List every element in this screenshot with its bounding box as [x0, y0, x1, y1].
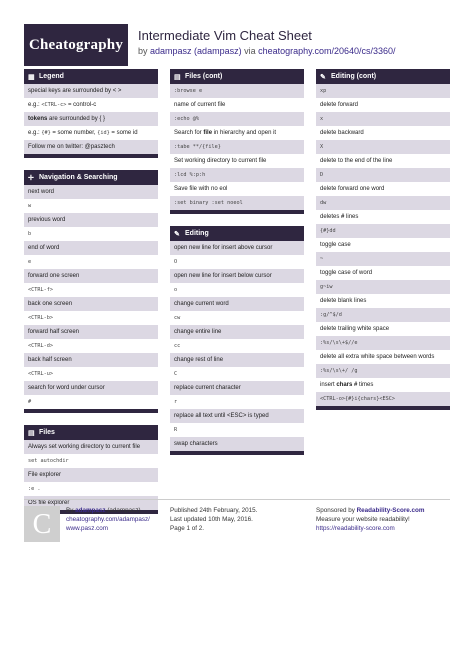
- row-command: {id}: [97, 130, 110, 136]
- list-item: [170, 98, 304, 112]
- list-item: [170, 409, 304, 423]
- row-text: back one screen: [28, 301, 73, 307]
- row-command: :browse e: [174, 88, 203, 94]
- row-text: times: [357, 382, 374, 388]
- list-item: [170, 182, 304, 196]
- list-item: [316, 238, 450, 252]
- list-item: [170, 241, 304, 255]
- row-text: Set working directory to current file: [174, 158, 267, 164]
- byline: [138, 46, 396, 56]
- footer-website-link[interactable]: www.pasz.com: [66, 525, 108, 532]
- list-item: [24, 325, 158, 339]
- list-item: [316, 196, 450, 210]
- row-text: delete to the end of the line: [320, 158, 393, 164]
- row-command: <CTRL-f>: [28, 287, 53, 293]
- sponsor-tagline: Measure your website readability!: [316, 516, 410, 523]
- author-link[interactable]: adampasz (adampasz): [150, 46, 242, 56]
- header: [24, 24, 450, 66]
- column-1: [24, 69, 158, 526]
- row-text: previous word: [28, 217, 66, 223]
- pencil-icon: ✎: [320, 73, 326, 81]
- footer-author-paren: (adampasz): [107, 507, 141, 514]
- list-item: [316, 294, 450, 308]
- list-item: [170, 297, 304, 311]
- column-2: [170, 69, 304, 467]
- page-number: Page 1 of 2.: [170, 525, 204, 532]
- list-item: [24, 283, 158, 297]
- section-footer-bar: [170, 210, 304, 214]
- list-item: [170, 395, 304, 409]
- row-text: Always set working directory to current file: [28, 444, 141, 450]
- list-item: [316, 350, 450, 364]
- row-bold-text: file: [203, 130, 213, 136]
- row-command: X: [320, 144, 324, 150]
- row-command: :set binary :set noeol: [174, 200, 243, 206]
- section-legend: [24, 69, 158, 158]
- section-header: [316, 69, 450, 84]
- row-text: deletes: [320, 214, 342, 220]
- by-label: by: [138, 46, 148, 56]
- column-3: [316, 69, 450, 422]
- list-item: [24, 269, 158, 283]
- row-command: ~: [320, 256, 324, 262]
- list-item: [316, 336, 450, 350]
- row-command: :lcd %:p:h: [174, 172, 206, 178]
- list-item: [24, 199, 158, 213]
- row-command: xp: [320, 88, 327, 94]
- row-text: are surrounded by { }: [47, 116, 106, 122]
- row-text: open new line for insert above cursor: [174, 245, 273, 251]
- list-item: [316, 308, 450, 322]
- list-item: [170, 381, 304, 395]
- row-text: toggle case: [320, 242, 351, 248]
- row-text: = some id: [109, 130, 138, 136]
- section-rows: [316, 84, 450, 406]
- list-item: [24, 126, 158, 140]
- list-item: [170, 154, 304, 168]
- section-editing-cont: [316, 69, 450, 410]
- section-title: Editing (cont): [331, 73, 377, 80]
- row-text: Search for: [174, 130, 204, 136]
- list-item: [316, 126, 450, 140]
- row-command: R: [174, 427, 178, 433]
- row-text: replace current character: [174, 385, 241, 391]
- grid-icon: ▦: [28, 73, 35, 81]
- footer-sponsor: [316, 506, 456, 533]
- section-navigation: [24, 170, 158, 413]
- section-footer-bar: [170, 451, 304, 455]
- author-avatar: C: [24, 506, 60, 542]
- footer-profile-link[interactable]: cheatography.com/adampasz/: [66, 516, 150, 523]
- row-text: name of current file: [174, 102, 226, 108]
- sheet-url-link[interactable]: cheatography.com/20640/cs/3360/: [258, 46, 396, 56]
- list-item: [316, 364, 450, 378]
- row-bold-text: #: [354, 382, 358, 388]
- list-item: [170, 140, 304, 154]
- row-text: change entire line: [174, 329, 222, 335]
- row-text: Save file with no eol: [174, 186, 228, 192]
- list-item: [170, 283, 304, 297]
- list-item: [316, 112, 450, 126]
- row-text: insert: [320, 382, 337, 388]
- list-item: [316, 84, 450, 98]
- published-date: Published 24th February, 2015.: [170, 507, 258, 514]
- sponsored-by-label: Sponsored by: [316, 507, 355, 514]
- list-item: [170, 311, 304, 325]
- row-bold-text: tokens: [28, 116, 48, 122]
- row-command: <CTRL-b>: [28, 315, 53, 321]
- section-footer-bar: [316, 406, 450, 410]
- pencil-icon: ✎: [174, 230, 180, 238]
- list-item: [24, 367, 158, 381]
- row-text: = some number,: [50, 130, 98, 136]
- sponsor-link[interactable]: Readability-Score.com: [356, 507, 425, 514]
- row-command: <CTRL-c>: [41, 102, 67, 108]
- row-command: w: [28, 203, 32, 209]
- row-command: :e .: [28, 486, 41, 492]
- row-text: Follow me on twitter: @pasztech: [28, 144, 115, 150]
- list-item: [24, 112, 158, 126]
- list-item: [24, 353, 158, 367]
- section-rows: [24, 84, 158, 154]
- section-header: [170, 69, 304, 84]
- list-item: [24, 213, 158, 227]
- row-text: end of word: [28, 245, 60, 251]
- list-item: [170, 437, 304, 451]
- list-item: [24, 241, 158, 255]
- row-text: delete forward one word: [320, 186, 385, 192]
- page-title: Intermediate Vim Cheat Sheet: [138, 28, 312, 43]
- footer: [24, 499, 450, 547]
- move-arrows-icon: ✛: [28, 174, 34, 182]
- row-command: #: [28, 399, 32, 405]
- row-command: :%s/\s\+/ /g: [320, 368, 358, 374]
- list-item: [316, 98, 450, 112]
- row-command: {#}: [41, 130, 51, 136]
- list-item: [316, 168, 450, 182]
- row-text: e.g.:: [28, 102, 42, 108]
- document-icon: ▤: [28, 429, 35, 437]
- list-item: [24, 140, 158, 154]
- row-text: delete backward: [320, 130, 364, 136]
- row-text: in hierarchy and open it: [212, 130, 277, 136]
- list-item: [316, 210, 450, 224]
- footer-publish-info: [170, 506, 310, 533]
- row-text: forward half screen: [28, 329, 80, 335]
- list-item: [24, 468, 158, 482]
- row-text: search for word under cursor: [28, 385, 105, 391]
- row-command: D: [320, 172, 324, 178]
- list-item: [170, 255, 304, 269]
- list-item: [24, 339, 158, 353]
- row-command: b: [28, 231, 32, 237]
- list-item: [316, 378, 450, 392]
- list-item: [316, 280, 450, 294]
- footer-author-link[interactable]: adampasz: [75, 507, 106, 514]
- row-command: :g/^$/d: [320, 312, 342, 318]
- list-item: [24, 440, 158, 454]
- list-item: [170, 84, 304, 98]
- row-text: delete all extra white space between words: [320, 354, 435, 360]
- row-text: delete trailing white space: [320, 326, 390, 332]
- footer-by-label: By: [66, 507, 74, 514]
- row-command: dw: [320, 200, 327, 206]
- row-command: {#}dd: [320, 228, 336, 234]
- list-item: [316, 266, 450, 280]
- list-item: [170, 126, 304, 140]
- section-header: [24, 170, 158, 185]
- row-command: :%s/\s\+$//e: [320, 340, 358, 346]
- updated-date: Last updated 10th May, 2016.: [170, 516, 253, 523]
- section-rows: [170, 241, 304, 451]
- row-command: r: [174, 399, 178, 405]
- list-item: [170, 339, 304, 353]
- row-command: C: [174, 371, 178, 377]
- row-text: special keys are surrounded by < >: [28, 88, 122, 94]
- row-command: <CTRL-u>: [28, 371, 53, 377]
- section-title: Legend: [39, 73, 64, 80]
- row-text: = control-c: [66, 102, 97, 108]
- list-item: [170, 353, 304, 367]
- section-title: Files (cont): [185, 73, 223, 80]
- list-item: [24, 297, 158, 311]
- row-text: toggle case of word: [320, 270, 373, 276]
- section-header: [170, 226, 304, 241]
- list-item: [316, 392, 450, 406]
- section-rows: [170, 84, 304, 210]
- list-item: [316, 154, 450, 168]
- list-item: [170, 325, 304, 339]
- list-item: [316, 224, 450, 238]
- list-item: [24, 98, 158, 112]
- row-text: open new line for insert below cursor: [174, 273, 272, 279]
- cheatography-logo[interactable]: Cheatography: [24, 24, 128, 66]
- list-item: [24, 255, 158, 269]
- row-text: back half screen: [28, 357, 72, 363]
- row-command: <CTRL-o>{#}i{chars}<ESC>: [320, 396, 395, 402]
- list-item: [170, 168, 304, 182]
- list-item: [316, 252, 450, 266]
- section-header: [24, 425, 158, 440]
- row-text: swap characters: [174, 441, 218, 447]
- section-header: [24, 69, 158, 84]
- row-command: O: [174, 259, 178, 265]
- row-text: delete blank lines: [320, 298, 367, 304]
- row-command: :echo @%: [174, 116, 199, 122]
- row-text: change current word: [174, 301, 229, 307]
- row-command: cw: [174, 315, 181, 321]
- list-item: [316, 140, 450, 154]
- section-title: Files: [39, 429, 55, 436]
- row-text: e.g.:: [28, 130, 42, 136]
- row-text: replace all text until <ESC> is typed: [174, 413, 269, 419]
- row-command: o: [174, 287, 178, 293]
- list-item: [24, 185, 158, 199]
- sponsor-url-link[interactable]: https://readability-score.com: [316, 525, 395, 532]
- via-label: via: [244, 46, 256, 56]
- section-editing: [170, 226, 304, 455]
- list-item: [24, 381, 158, 395]
- row-command: <CTRL-d>: [28, 343, 53, 349]
- row-command: cc: [174, 343, 181, 349]
- row-text: forward one screen: [28, 273, 80, 279]
- list-item: [170, 423, 304, 437]
- list-item: [170, 269, 304, 283]
- list-item: [24, 395, 158, 409]
- list-item: [316, 322, 450, 336]
- row-bold-text: #: [341, 214, 345, 220]
- list-item: [170, 112, 304, 126]
- list-item: [170, 367, 304, 381]
- section-footer-bar: [24, 409, 158, 413]
- row-command: e: [28, 259, 32, 265]
- row-text: delete forward: [320, 102, 359, 108]
- list-item: [170, 196, 304, 210]
- list-item: [24, 454, 158, 468]
- row-command: g~iw: [320, 284, 333, 290]
- section-footer-bar: [24, 154, 158, 158]
- row-text: OS file explorer: [28, 500, 70, 506]
- list-item: [24, 311, 158, 325]
- document-icon: ▤: [174, 73, 181, 81]
- list-item: [24, 84, 158, 98]
- row-text: change rest of line: [174, 357, 224, 363]
- section-title: Editing: [185, 230, 209, 237]
- row-text: lines: [344, 214, 359, 220]
- section-rows: [24, 185, 158, 409]
- row-text: File explorer: [28, 472, 62, 478]
- row-command: set autochdir: [28, 458, 69, 464]
- section-files-cont: [170, 69, 304, 214]
- section-title: Navigation & Searching: [39, 174, 118, 181]
- row-bold-text: chars: [336, 382, 353, 388]
- list-item: [24, 227, 158, 241]
- row-command: x: [320, 116, 324, 122]
- list-item: [24, 482, 158, 496]
- row-text: next word: [28, 189, 55, 195]
- row-command: :tabe **/{file}: [174, 144, 221, 150]
- list-item: [316, 182, 450, 196]
